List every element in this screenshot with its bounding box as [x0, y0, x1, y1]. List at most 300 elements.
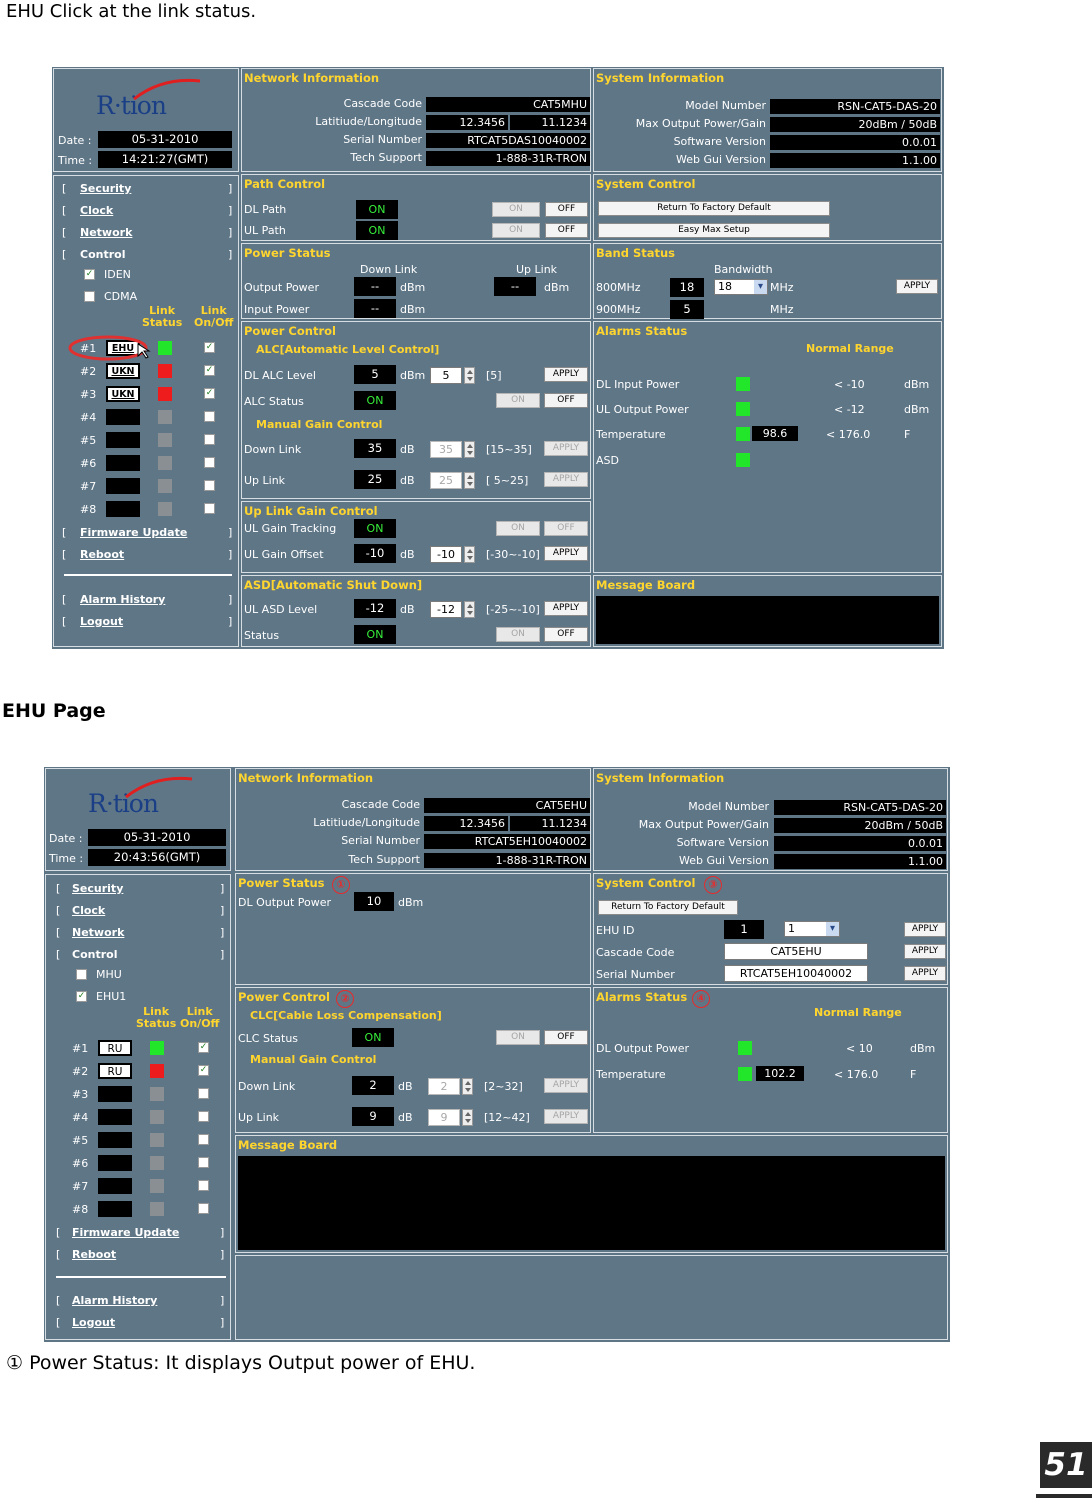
time-label: Time : [49, 852, 84, 865]
bracket: ] [220, 904, 225, 917]
link-onoff-checkbox[interactable] [204, 503, 215, 514]
callout-marker-1: ① [332, 876, 350, 894]
port-number: #6 [80, 457, 97, 470]
web-gui-version-label: Web Gui Version [679, 854, 769, 867]
link-status-gray [150, 1179, 164, 1193]
ehu-screenshot [44, 767, 950, 1342]
db-unit: dB [398, 1111, 413, 1124]
bracket: [ [56, 1316, 61, 1329]
cascade-code-label: Cascade Code [596, 946, 675, 959]
dl-alc-range: [5] [486, 369, 502, 382]
port-number: #3 [72, 1088, 89, 1101]
alarm-unit: dBm [904, 403, 930, 416]
path-control-panel [241, 174, 591, 241]
alarm-range: < -12 [834, 403, 865, 416]
message-board-area [238, 1156, 945, 1250]
alarm-label: ASD [596, 454, 619, 467]
dl-alc-spinner[interactable] [464, 367, 475, 384]
mhu-sidebar [53, 175, 239, 647]
up-link-input[interactable]: 9 [428, 1109, 460, 1126]
nav-divider [56, 1276, 226, 1278]
nav-reboot-link[interactable]: Reboot [80, 548, 125, 561]
bracket: [ [62, 226, 67, 239]
panel-title: Network Information [238, 771, 374, 785]
ul-gain-tracking-on-button[interactable]: ON [496, 521, 540, 536]
temperature-value: 102.2 [756, 1066, 804, 1081]
down-link-label: Down Link [244, 443, 302, 456]
db-unit: dB [400, 443, 415, 456]
ul-path-status: ON [356, 221, 398, 240]
bracket: [ [56, 926, 61, 939]
ul-gain-offset-label: UL Gain Offset [244, 548, 324, 561]
panel-title: Power Control [244, 324, 336, 338]
bracket: ] [220, 1294, 225, 1307]
tech-support-value: 1-888-31R-TRON [424, 853, 590, 868]
cascade-code-label: Cascade Code [341, 798, 420, 811]
down-link-spinner[interactable] [464, 441, 475, 458]
nav-clock[interactable] [72, 904, 105, 917]
dl-alc-level-input[interactable]: 5 [430, 367, 462, 384]
alarm-indicator-green [738, 1067, 752, 1081]
alarm-label: Temperature [596, 1068, 666, 1081]
nav-firmware-update[interactable] [72, 1226, 179, 1239]
cascade-code-input[interactable]: CAT5EHU [724, 943, 868, 960]
port-slot [98, 1178, 132, 1194]
mhu-message-board-panel [593, 575, 942, 647]
ul-path-label: UL Path [244, 224, 286, 237]
dl-path-on-button[interactable]: ON [492, 202, 540, 217]
alc-off-button[interactable]: OFF [544, 393, 588, 408]
ehu-alarms-status-panel [593, 987, 948, 1133]
link-onoff-header: Link On/Off [194, 304, 234, 329]
dbm-unit: dBm [400, 369, 426, 382]
port-slot [98, 1132, 132, 1148]
date-value: 05-31-2010 [88, 829, 226, 846]
dl-path-off-button[interactable]: OFF [545, 202, 588, 217]
ul-gain-tracking-label: UL Gain Tracking [244, 522, 337, 535]
web-gui-version-value: 1.1.00 [774, 854, 946, 869]
link-onoff-checkbox[interactable] [198, 1088, 209, 1099]
cascade-code-value: CAT5EHU [424, 798, 590, 813]
dl-output-power-value: 10 [354, 892, 394, 911]
nav-clock-link[interactable]: Clock [80, 204, 114, 217]
bracket: [ [56, 882, 61, 895]
port-number: #6 [72, 1157, 89, 1170]
up-link-value: 9 [352, 1107, 394, 1126]
down-link-range: [2~32] [484, 1080, 523, 1093]
nav-network[interactable] [72, 926, 124, 939]
port-slot [98, 1201, 132, 1217]
bracket: ] [228, 182, 233, 195]
software-version-label: Software Version [676, 836, 769, 849]
ul-path-off-button[interactable]: OFF [545, 223, 588, 238]
link-status-red [150, 1064, 164, 1078]
nav-clock-link[interactable]: Clock [72, 904, 106, 917]
ehu-id-apply-button[interactable]: APPLY [904, 922, 946, 937]
link-status-gray [150, 1087, 164, 1101]
port-tag-ukn[interactable]: UKN [106, 386, 140, 402]
up-link-apply-button[interactable]: APPLY [544, 472, 588, 487]
model-number-value: RSN-CAT5-DAS-20 [774, 800, 946, 815]
serial-number-label: Serial Number [343, 133, 422, 146]
link-status-gray [150, 1133, 164, 1147]
bracket: [ [56, 1294, 61, 1307]
link-onoff-checkbox[interactable]: ✓ [205, 388, 214, 398]
cdma-label: CDMA [104, 290, 138, 303]
intro-text: EHU Click at the link status. [6, 1, 257, 22]
db-unit: dB [398, 1080, 413, 1093]
logo-swoosh-icon [124, 775, 194, 801]
temperature-value: 98.6 [752, 426, 798, 441]
nav-firmware-link[interactable]: Firmware Update [72, 1226, 180, 1239]
ehu-id-select[interactable]: 1 ▾ [784, 921, 840, 937]
link-onoff-checkbox[interactable]: ✓ [205, 365, 214, 375]
callout-marker-2: ② [336, 990, 354, 1008]
bandwidth-select[interactable]: 18 ▾ [714, 279, 768, 295]
dl-output-power-label: DL Output Power [238, 896, 332, 909]
date-value: 05-31-2010 [98, 131, 232, 148]
down-link-apply-button[interactable]: APPLY [544, 1078, 588, 1093]
alarm-range: < 176.0 [826, 428, 871, 441]
ul-gain-offset-spinner[interactable] [464, 546, 475, 563]
ehu-id-value: 1 [724, 920, 764, 939]
up-link-spinner[interactable] [464, 472, 475, 489]
ehu-blank-footer-panel [235, 1255, 948, 1340]
ehu1-checkbox[interactable]: ✓ [77, 991, 86, 1001]
bracket: ] [228, 593, 233, 606]
mouse-cursor-icon [136, 342, 154, 360]
output-power-label: Output Power [244, 281, 319, 294]
link-onoff-checkbox[interactable] [204, 457, 215, 468]
down-link-value: 35 [354, 439, 396, 458]
cdma-checkbox[interactable] [84, 291, 95, 302]
clc-status-value: ON [352, 1028, 394, 1047]
ul-path-on-button[interactable]: ON [492, 223, 540, 238]
nav-logout[interactable] [72, 1316, 115, 1329]
link-onoff-checkbox[interactable] [204, 434, 215, 445]
time-label: Time : [58, 154, 93, 167]
nav-security-link[interactable]: Security [80, 182, 132, 195]
up-link-label: Up Link [238, 1111, 280, 1124]
panel-title: Alarms Status [596, 990, 688, 1004]
nav-network-link[interactable]: Network [80, 226, 133, 239]
link-status-gray [150, 1110, 164, 1124]
link-onoff-checkbox[interactable] [198, 1134, 209, 1145]
up-link-input[interactable]: 25 [430, 472, 462, 489]
nav-security[interactable] [80, 182, 131, 195]
link-status-gray [150, 1202, 164, 1216]
model-number-label: Model Number [685, 99, 766, 112]
nav-logout-link[interactable]: Logout [80, 615, 124, 628]
ul-gain-offset-apply-button[interactable]: APPLY [544, 546, 588, 561]
link-onoff-checkbox[interactable] [198, 1203, 209, 1214]
serial-number-value: RTCAT5DAS10040002 [426, 133, 590, 148]
nav-network[interactable] [80, 226, 132, 239]
alarm-label: Temperature [596, 428, 666, 441]
down-link-apply-button[interactable]: APPLY [544, 441, 588, 456]
panel-title: System Information [596, 71, 725, 85]
ehu-page-heading: EHU Page [2, 700, 106, 722]
link-status-gray [150, 1156, 164, 1170]
port-slot [106, 432, 140, 448]
alarm-unit: dBm [910, 1042, 936, 1055]
lat-long-label: Latitiude/Longitude [315, 115, 422, 128]
manual-gain-subtitle: Manual Gain Control [256, 418, 383, 431]
bandwidth-header: Bandwidth [714, 263, 773, 276]
mhz-unit: MHz [770, 303, 794, 316]
page-number: 51 [1040, 1442, 1092, 1488]
link-onoff-checkbox[interactable] [204, 411, 215, 422]
port-number: #3 [80, 388, 97, 401]
clc-off-button[interactable]: OFF [544, 1030, 588, 1045]
nav-logout-link[interactable]: Logout [72, 1316, 116, 1329]
nav-reboot[interactable] [72, 1248, 116, 1261]
nav-alarm-history-link[interactable]: Alarm History [80, 593, 166, 606]
date-label: Date : [49, 832, 83, 845]
nav-clock[interactable] [80, 204, 113, 217]
alc-subtitle: ALC[Automatic Level Control] [256, 343, 440, 356]
alarm-indicator-green [736, 377, 750, 391]
dbm-unit: dBm [398, 896, 424, 909]
down-link-range: [15~35] [486, 443, 532, 456]
asd-panel [241, 575, 591, 647]
port-slot [106, 409, 140, 425]
up-link-range: [ 5~25] [486, 474, 529, 487]
down-link-input[interactable]: 35 [430, 441, 462, 458]
up-link-range: [12~42] [484, 1111, 530, 1124]
alarm-label: DL Output Power [596, 1042, 690, 1055]
serial-number-input[interactable]: RTCAT5EH10040002 [724, 965, 868, 982]
nav-security[interactable] [72, 882, 123, 895]
dbm-unit: dBm [400, 281, 426, 294]
band-900-value: 5 [670, 300, 704, 319]
nav-logout[interactable] [80, 615, 123, 628]
panel-title: Message Board [596, 578, 696, 592]
cascade-code-label: Cascade Code [343, 97, 422, 110]
mhu-alarms-status-panel [593, 321, 942, 573]
nav-reboot-link[interactable]: Reboot [72, 1248, 117, 1261]
dl-input-power-value: -- [354, 299, 396, 318]
link-status-header: Link Status [142, 304, 183, 329]
return-to-factory-default-button[interactable]: Return To Factory Default [598, 201, 830, 216]
manual-gain-subtitle: Manual Gain Control [250, 1053, 377, 1066]
link-status-red [158, 364, 172, 378]
nav-firmware-update[interactable] [80, 526, 187, 539]
max-output-label: Max Output Power/Gain [635, 117, 766, 130]
serial-number-apply-button[interactable]: APPLY [904, 966, 946, 981]
dbm-unit: dBm [400, 303, 426, 316]
link-onoff-checkbox[interactable]: ✓ [199, 1065, 208, 1075]
ul-output-power-value: -- [494, 277, 536, 296]
port-number: #5 [72, 1134, 89, 1147]
dl-alc-apply-button[interactable]: APPLY [544, 367, 588, 382]
ul-gain-offset-input[interactable]: -10 [430, 546, 462, 563]
port-number: #4 [72, 1111, 89, 1124]
bracket: [ [62, 593, 67, 606]
ul-asd-level-input[interactable]: -12 [430, 601, 462, 618]
link-status-gray [158, 410, 172, 424]
alc-on-button[interactable]: ON [496, 393, 540, 408]
ul-gain-tracking-off-button[interactable]: OFF [544, 521, 588, 536]
panel-title: System Control [596, 177, 696, 191]
serial-number-label: Serial Number [596, 968, 675, 981]
down-link-label: Down Link [238, 1080, 296, 1093]
software-version-value: 0.0.01 [770, 135, 940, 150]
link-onoff-checkbox[interactable]: ✓ [199, 1042, 208, 1052]
alarm-range: < 176.0 [834, 1068, 879, 1081]
model-number-value: RSN-CAT5-DAS-20 [770, 99, 940, 114]
port-number: #7 [80, 480, 97, 493]
bracket: [ [62, 548, 67, 561]
alc-status-label: ALC Status [244, 395, 304, 408]
down-link-spinner[interactable] [462, 1078, 473, 1095]
tech-support-label: Tech Support [350, 151, 422, 164]
mhu-checkbox[interactable] [76, 969, 87, 980]
bracket: ] [228, 526, 233, 539]
clc-subtitle: CLC[Cable Loss Compensation] [250, 1009, 442, 1022]
ehu-network-info-panel [235, 768, 591, 871]
uplink-gain-control-panel [241, 501, 591, 573]
nav-firmware-link[interactable]: Firmware Update [80, 526, 188, 539]
web-gui-version-value: 1.1.00 [770, 153, 940, 168]
link-status-green [150, 1041, 164, 1055]
ul-asd-level-spinner[interactable] [464, 601, 475, 618]
band-apply-button[interactable]: APPLY [896, 279, 938, 294]
link-onoff-checkbox[interactable] [204, 480, 215, 491]
asd-off-button[interactable]: OFF [544, 627, 588, 642]
normal-range-header: Normal Range [806, 342, 894, 355]
port-tag-ru[interactable]: RU [98, 1040, 132, 1056]
mhu-header-box [53, 68, 239, 172]
serial-number-label: Serial Number [341, 834, 420, 847]
callout-marker-3: ③ [704, 876, 722, 894]
bracket: [ [62, 182, 67, 195]
panel-title: Power Status [244, 246, 331, 260]
link-onoff-header: Link On/Off [180, 1005, 220, 1030]
time-value: 20:43:56(GMT) [88, 849, 226, 866]
link-onoff-checkbox[interactable] [198, 1157, 209, 1168]
nav-network-link[interactable]: Network [72, 926, 125, 939]
callout-marker-4: ④ [692, 990, 710, 1008]
ehu-header-box [45, 768, 231, 871]
serial-number-value: RTCAT5EH10040002 [424, 834, 590, 849]
ehu-system-control-panel [593, 873, 948, 985]
port-slot [106, 501, 140, 517]
link-onoff-checkbox[interactable] [198, 1111, 209, 1122]
port-slot [98, 1155, 132, 1171]
port-tag-ukn[interactable]: UKN [106, 363, 140, 379]
down-link-header: Down Link [360, 263, 418, 276]
ehu-power-control-panel [235, 987, 591, 1133]
up-link-apply-button[interactable]: APPLY [544, 1109, 588, 1124]
port-number: #8 [80, 503, 97, 516]
model-number-label: Model Number [688, 800, 769, 813]
ul-asd-level-range: [-25~-10] [486, 603, 540, 616]
normal-range-header: Normal Range [814, 1006, 902, 1019]
clc-status-label: CLC Status [238, 1032, 299, 1045]
up-link-spinner[interactable] [462, 1109, 473, 1126]
panel-title: System Control [596, 876, 696, 890]
ehu-system-info-panel [593, 768, 948, 871]
asd-on-button[interactable]: ON [496, 627, 540, 642]
cascade-code-apply-button[interactable]: APPLY [904, 944, 946, 959]
max-output-value: 20dBm / 50dB [770, 117, 940, 132]
lat-long-label: Latitiude/Longitude [313, 816, 420, 829]
nav-alarm-history[interactable] [72, 1294, 157, 1307]
alarm-unit: F [910, 1068, 917, 1081]
bracket: ] [228, 615, 233, 628]
latitude-value: 12.3456 [426, 115, 508, 130]
panel-title: Up Link Gain Control [244, 504, 378, 518]
nav-alarm-history[interactable] [80, 593, 165, 606]
panel-title: Alarms Status [596, 324, 688, 338]
ul-gain-offset-range: [-30~-10] [486, 548, 540, 561]
dl-output-power-value: -- [354, 277, 396, 296]
asd-status-label: Status [244, 629, 280, 642]
nav-control[interactable]: Control [80, 248, 126, 261]
ul-asd-level-value: -12 [354, 599, 396, 618]
mhu-network-info-panel [241, 68, 591, 172]
dl-path-status: ON [356, 200, 398, 219]
port-tag-ehu[interactable]: EHU [106, 340, 140, 356]
power-status-note: ① Power Status: It displays Output power of EHU. [6, 1352, 476, 1374]
up-link-value: 25 [354, 470, 396, 489]
down-link-value: 2 [352, 1076, 394, 1095]
port-number: #2 [72, 1065, 89, 1078]
nav-control[interactable]: Control [72, 948, 118, 961]
easy-max-setup-button[interactable]: Easy Max Setup [598, 223, 830, 238]
asd-status-value: ON [354, 625, 396, 644]
alarm-range: < -10 [834, 378, 865, 391]
ul-asd-apply-button[interactable]: APPLY [544, 601, 588, 616]
port-tag-ru[interactable]: RU [98, 1063, 132, 1079]
software-version-value: 0.0.01 [774, 836, 946, 851]
software-version-label: Software Version [673, 135, 766, 148]
port-number: #1 [80, 342, 97, 355]
iden-checkbox[interactable]: ✓ [85, 269, 94, 279]
down-link-input[interactable]: 2 [428, 1078, 460, 1095]
alarm-range: < 10 [846, 1042, 873, 1055]
panel-title: ASD[Automatic Shut Down] [244, 578, 423, 592]
clc-on-button[interactable]: ON [496, 1030, 540, 1045]
nav-alarm-history-link[interactable]: Alarm History [72, 1294, 158, 1307]
up-link-label: Up Link [244, 474, 286, 487]
return-to-factory-default-button[interactable]: Return To Factory Default [598, 900, 738, 915]
mhu-system-info-panel [593, 68, 942, 172]
web-gui-version-label: Web Gui Version [676, 153, 766, 166]
port-number: #8 [72, 1203, 89, 1216]
link-status-gray [158, 433, 172, 447]
tech-support-value: 1-888-31R-TRON [426, 151, 590, 166]
bracket: ] [220, 926, 225, 939]
time-value: 14:21:27(GMT) [98, 151, 232, 168]
bracket: [ [62, 204, 67, 217]
mhu-power-status-panel [241, 243, 591, 319]
ehu-sidebar [45, 874, 231, 1340]
logo-swoosh-icon [132, 77, 202, 103]
link-onoff-checkbox[interactable]: ✓ [205, 342, 214, 352]
alarm-indicator-green [738, 1041, 752, 1055]
nav-reboot[interactable] [80, 548, 124, 561]
latitude-value: 12.3456 [424, 816, 508, 831]
link-onoff-checkbox[interactable] [198, 1180, 209, 1191]
ul-gain-tracking-status: ON [354, 519, 396, 538]
link-status-gray [158, 502, 172, 516]
bracket: [ [56, 948, 61, 961]
db-unit: dB [400, 548, 415, 561]
nav-security-link[interactable]: Security [72, 882, 124, 895]
bracket: ] [228, 226, 233, 239]
